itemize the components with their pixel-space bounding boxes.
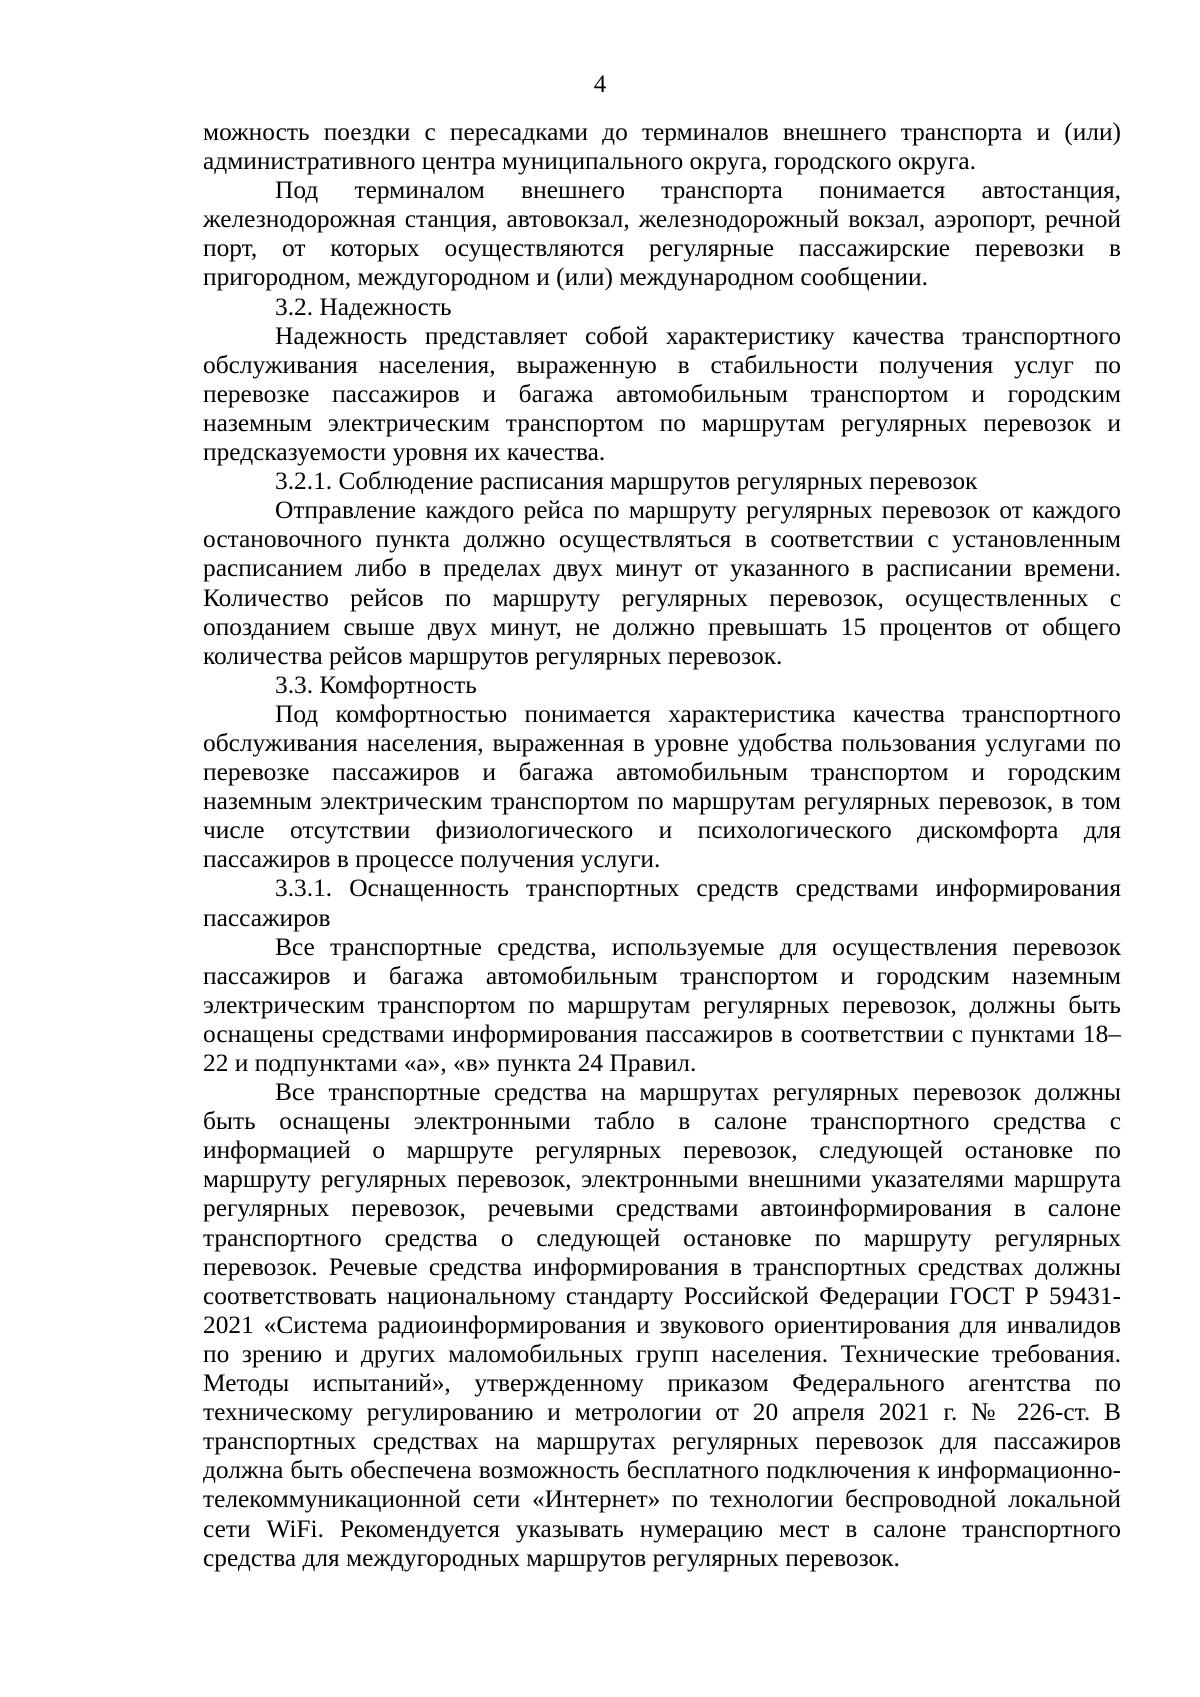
- section-heading-reliability: 3.2. Надежность: [275, 292, 452, 321]
- paragraph-schedule: Отправление каждого рейса по маршруту регулярных перевозок от каждого остановочного пункта должно осуществляться в соответствии с установленным расписанием либо в пределах двух минут от указанного в расписании времени. Количество рейсов по маршруту регулярных перевозок, осуществленных с опозданием свыше двух минут, не должно превышать 15 процентов от общего количества рейсов маршрутов регулярных перевозок.: [203, 496, 1121, 670]
- body-text: [203, 118, 1121, 1573]
- section-heading-schedule: 3.2.1. Соблюдение расписания маршрутов регулярных перевозок: [275, 467, 978, 496]
- paragraph-continuation: можность поездки с пересадками до терминалов внешнего транспорта и (или) административного центра муниципального округа, городского округа.: [203, 118, 1121, 176]
- section-heading-comfort: 3.3. Комфортность: [275, 670, 477, 699]
- paragraph-comfort: Под комфортностью понимается характеристика качества транспортного обслуживания населения, выраженная в уровне удобства пользования услугами по перевозке пассажиров и багажа автомобильным транспортом и городским наземным электрическим транспортом по маршрутам регулярных перевозок, в том числе отсутствии физиологического и психологического дискомфорта для пассажиров в процессе получения услуги.: [203, 699, 1121, 874]
- paragraph-equipment-rules: Все транспортные средства, используемые для осуществления перевозок пассажиров и багажа автомобильным транспортом и городским наземным электрическим транспортом по маршрутам регулярных перевозок, должны быть оснащены средствами информирования пассажиров в соответствии с пунктами 18–22 и подпунктами «а», «в» пункта 24 Правил.: [203, 932, 1121, 1077]
- page-number: 4: [593, 71, 607, 98]
- paragraph-external-terminal: Под терминалом внешнего транспорта понимается автостанция, железнодорожная станция, автовокзал, железнодорожный вокзал, аэропорт, речной порт, от которых осуществляются регулярные пассажирские перевозки в пригородном, междугородном и (или) международном сообщении.: [203, 176, 1121, 292]
- section-heading-equipment: 3.3.1. Оснащенность транспортных средств средствами информирования пассажиров: [203, 874, 1121, 932]
- paragraph-reliability: Надежность представляет собой характеристику качества транспортного обслуживания населения, выраженную в стабильности получения услуг по перевозке пассажиров и багажа автомобильным транспортом и городским наземным электрическим транспортом по маршрутам регулярных перевозок и предсказуемости уровня их качества.: [203, 321, 1121, 467]
- paragraph-equipment-details: Все транспортные средства на маршрутах регулярных перевозок должны быть оснащены электронными табло в салоне транспортного средства с информацией о маршруте регулярных перевозок, следующей остановке по маршруту регулярных перевозок, электронными внешними указателями маршрута регулярных перевозок, речевыми средствами автоинформирования в салоне транспортного средства о следующей остановке по маршруту регулярных перевозок. Речевые средства информирования в транспортных средствах должны соответствовать национальному стандарту Российской Федерации ГОСТ Р 59431-2021 «Система радиоинформирования и звукового ориентирования для инвалидов по зрению и других маломобильных групп населения. Технические требования. Методы испытаний», утвержденному приказом Федерального агентства по техническому регулированию и метрологии от 20 апреля 2021 г. № 226-ст. В транспортных средствах на маршрутах регулярных перевозок для пассажиров должна быть обеспечена возможность бесплатного подключения к информационно-телекоммуникационной сети «Интернет» по технологии беспроводной локальной сети WiFi. Рекомендуется указывать нумерацию мест в салоне транспортного средства для междугородных маршрутов регулярных перевозок.: [203, 1078, 1121, 1572]
